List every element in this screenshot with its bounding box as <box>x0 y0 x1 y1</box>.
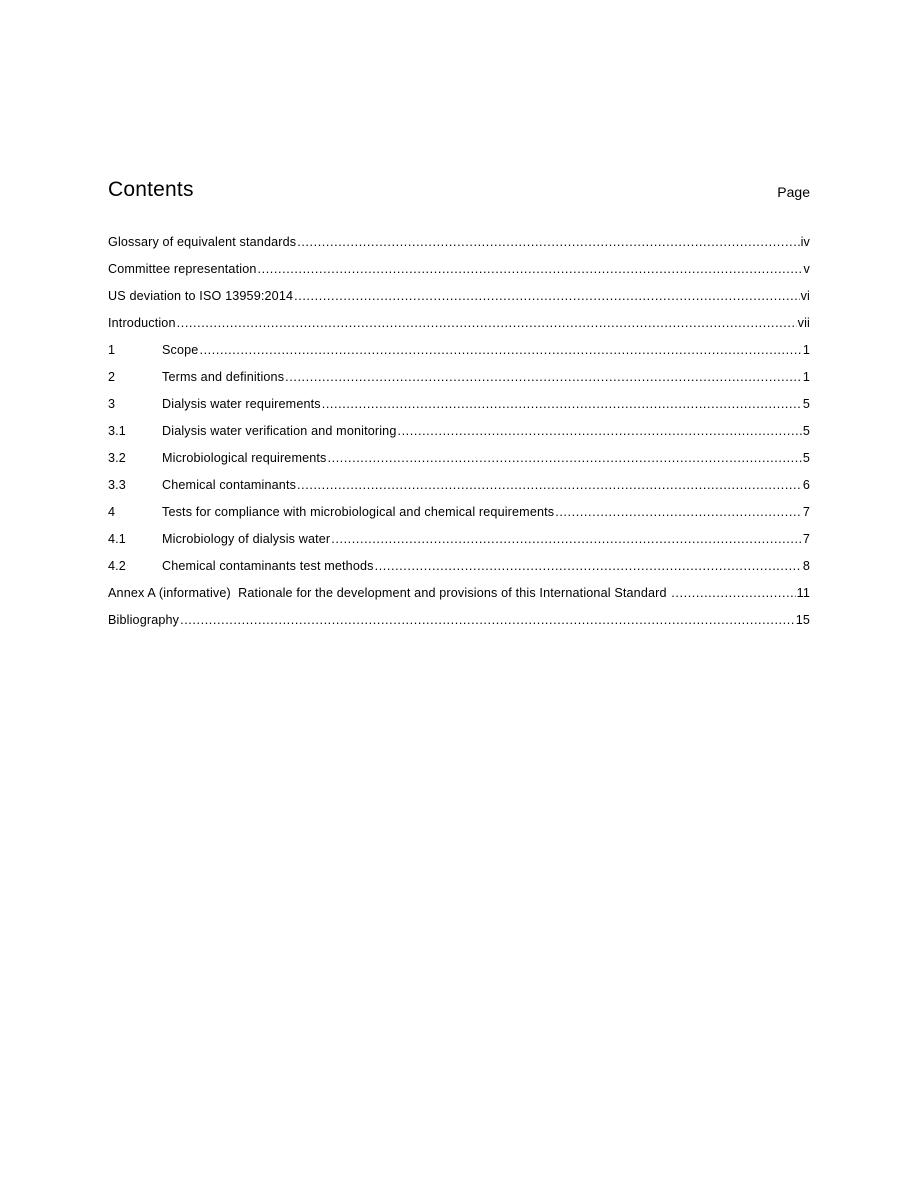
toc-entry-number: 4.2 <box>108 559 126 573</box>
dot-leader <box>258 262 803 276</box>
toc-entry-title: Committee representation <box>108 262 257 276</box>
toc-entry-page: 5 <box>802 397 810 411</box>
toc-entry-chemical-contaminants[interactable] <box>108 478 810 505</box>
toc-entry-page: iv <box>800 235 810 249</box>
toc-entry-number: 3 <box>108 397 116 411</box>
dot-leader <box>297 478 802 492</box>
toc-entry-bibliography[interactable] <box>108 613 810 640</box>
contents-page <box>108 176 810 627</box>
toc-entry-page: 1 <box>802 370 810 384</box>
toc-entry-title: Glossary of equivalent standards <box>108 235 297 249</box>
toc-entry-title: Microbiology of dialysis water <box>162 532 331 546</box>
toc-list <box>108 235 810 640</box>
toc-entry-title: Scope <box>162 343 199 357</box>
dot-leader <box>397 424 801 438</box>
toc-entry-page: vii <box>797 316 810 330</box>
toc-entry-title: Dialysis water requirements <box>162 397 321 411</box>
toc-entry-title: Chemical contaminants <box>162 478 297 492</box>
page-title: Contents <box>108 178 194 201</box>
toc-entry-annex-a[interactable] <box>108 586 810 613</box>
toc-entry-chemical-test-methods[interactable] <box>108 559 810 586</box>
toc-entry-number: 3.3 <box>108 478 126 492</box>
toc-entry-title: Microbiological requirements <box>162 451 327 465</box>
toc-entry-page: 1 <box>802 343 810 357</box>
toc-entry-tests-for-compliance[interactable] <box>108 505 810 532</box>
toc-entry-number: 3.1 <box>108 424 126 438</box>
dot-leader <box>328 451 802 465</box>
toc-entry-page: 6 <box>802 478 810 492</box>
dot-leader <box>375 559 802 573</box>
dot-leader <box>294 289 799 303</box>
toc-entry-number: 2 <box>108 370 116 384</box>
toc-entry-scope[interactable] <box>108 343 810 370</box>
toc-entry-title: Chemical contaminants test methods <box>162 559 374 573</box>
toc-entry-page: 15 <box>795 613 810 627</box>
toc-entry-page: 7 <box>802 505 810 519</box>
toc-header <box>108 176 810 216</box>
dot-leader <box>671 586 795 600</box>
toc-entry-title: Terms and definitions <box>162 370 285 384</box>
toc-entry-dialysis-water-requirements[interactable] <box>108 397 810 424</box>
dot-leader <box>555 505 802 519</box>
dot-leader <box>285 370 802 384</box>
dot-leader <box>177 316 797 330</box>
toc-entry-page: 5 <box>802 451 810 465</box>
toc-entry-page: 7 <box>802 532 810 546</box>
toc-entry-page: v <box>803 262 810 276</box>
toc-entry-glossary[interactable] <box>108 235 810 262</box>
toc-entry-microbiological-requirements[interactable] <box>108 451 810 478</box>
toc-entry-page: 8 <box>802 559 810 573</box>
toc-entry-microbiology-dialysis-water[interactable] <box>108 532 810 559</box>
toc-entry-number: 4.1 <box>108 532 126 546</box>
dot-leader <box>180 613 795 627</box>
dot-leader <box>297 235 799 249</box>
toc-entry-verification-monitoring[interactable] <box>108 424 810 451</box>
toc-entry-number: 3.2 <box>108 451 126 465</box>
toc-entry-title: Dialysis water verification and monitoring <box>162 424 397 438</box>
toc-entry-committee[interactable] <box>108 262 810 289</box>
toc-entry-title: Bibliography <box>108 613 180 627</box>
dot-leader <box>322 397 802 411</box>
toc-entry-title: Introduction <box>108 316 176 330</box>
toc-entry-page: vi <box>800 289 810 303</box>
toc-entry-number: 1 <box>108 343 116 357</box>
toc-entry-title: Annex A (informative) Rationale for the development and provisions of this International Standard <box>108 586 671 600</box>
toc-entry-terms[interactable] <box>108 370 810 397</box>
toc-entry-page: 11 <box>796 586 810 600</box>
toc-entry-title: Tests for compliance with microbiological and chemical requirements <box>162 505 555 519</box>
toc-entry-page: 5 <box>802 424 810 438</box>
toc-entry-number: 4 <box>108 505 116 519</box>
dot-leader <box>331 532 802 546</box>
toc-entry-title: US deviation to ISO 13959:2014 <box>108 289 294 303</box>
page-column-label: Page <box>777 184 810 200</box>
dot-leader <box>199 343 801 357</box>
toc-entry-introduction[interactable] <box>108 316 810 343</box>
toc-entry-us-deviation[interactable] <box>108 289 810 316</box>
